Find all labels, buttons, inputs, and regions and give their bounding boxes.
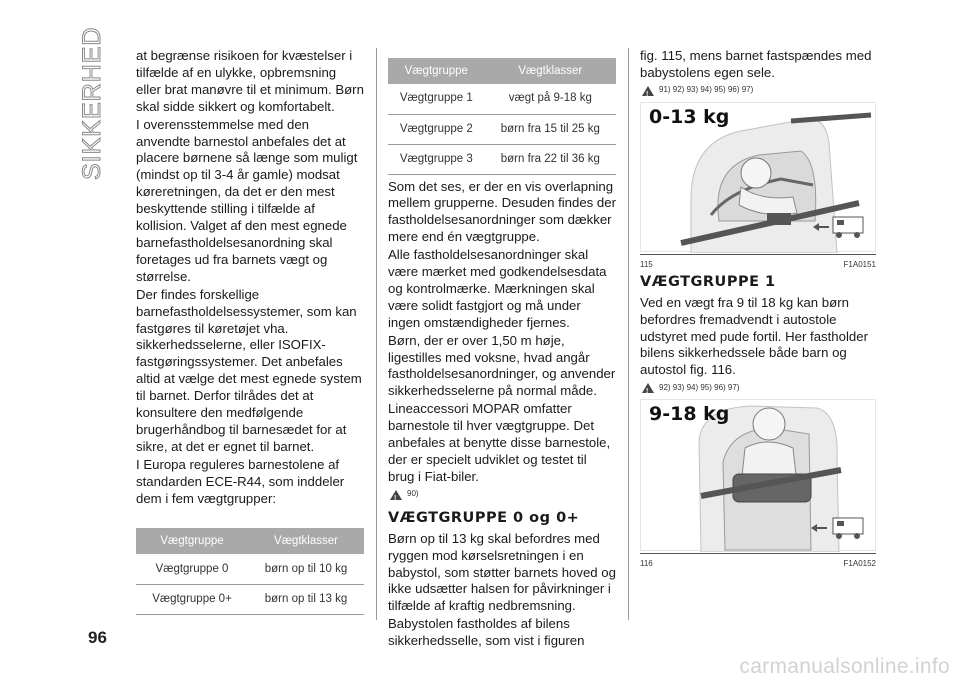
- figure-label: 9-18 kg: [649, 403, 730, 426]
- paragraph: Babystolen fastholdes af bilens sikkerhedsselle, som vist i figuren: [388, 616, 585, 649]
- table-header: Vægtgruppe: [136, 528, 248, 554]
- table-header: Vægtklasser: [485, 58, 616, 84]
- table-row: [388, 114, 616, 144]
- table-cell: Vægtgruppe 0+: [136, 584, 248, 614]
- table-header: Vægtklasser: [248, 528, 364, 554]
- warning-triangle-icon: [642, 383, 654, 393]
- table-cell: vægt på 9-18 kg: [485, 84, 616, 114]
- column-divider: [628, 48, 629, 620]
- table-cell: Vægtgruppe 1: [388, 84, 485, 114]
- warning-reference: [390, 488, 616, 502]
- section-heading: VÆGTGRUPPE 1: [640, 273, 776, 290]
- figure-number: 116: [640, 559, 653, 569]
- column-1: [136, 48, 364, 615]
- van-icon: [833, 217, 863, 238]
- warning-refs: 90): [407, 489, 419, 499]
- table-row: [136, 584, 364, 614]
- warning-refs: 92) 93) 94) 95) 96) 97): [659, 382, 740, 392]
- page-number: 96: [88, 628, 107, 647]
- paragraph: Børn op til 13 kg skal befordres med ryggen mod kørselsretningen i en babystol, som støtter barnets hoved og ikke udsætter halsen for påvirkninger i tilfælde af kraftig nedbremsning.: [388, 530, 616, 614]
- paragraph: I overensstemmelse med den anvendte barnestol anbefales det at placere børnene så længe som muligt (mindst op til 3-4 år gamle) modsat køreretningen, da det er den mest beskyttende stilling i tilfælde af kollision. Valget af den mest egnede barnefastholdelsesanordning skal foretages ud fra barnets vægt og størrelse.: [136, 116, 358, 284]
- paragraph: Alle fastholdelsesanordninger skal være mærket med godkendelsesdata og kontrolmærke. Mærkningen skal være solidt fastgjort og må under ingen omstændigheder fjernes.: [388, 247, 607, 330]
- paragraph: Som det ses, er der en vis overlapning mellem grupperne. Desuden findes der fastholdelsesanordninger som dækker mere end én vægtgruppe.: [388, 178, 616, 245]
- figure-caption: [640, 254, 876, 269]
- table-cell: Vægtgruppe 0: [136, 554, 248, 584]
- section-title: SIKKERHED: [78, 26, 106, 180]
- column-divider: [376, 48, 377, 620]
- warning-reference: [642, 84, 876, 98]
- figure-number: 115: [640, 259, 653, 269]
- figure-code: F1A0151: [843, 259, 876, 269]
- paragraph: I Europa reguleres barnestolene af standarden ECE-R44, som inddeler dem i fem vægtgrupper:: [136, 456, 345, 506]
- table-cell: børn fra 15 til 25 kg: [485, 114, 616, 144]
- column-2: [388, 48, 616, 651]
- paragraph: Børn, der er over 1,50 m høje, ligestilles med voksne, hvad angår fastholdelsesanordninger, og anvender sikkerhedsselerne på normal måde.: [388, 332, 616, 399]
- figure-label: 0-13 kg: [649, 105, 730, 128]
- paragraph: Ved en vægt fra 9 til 18 kg kan børn befordres fremadvendt i autostole udstyret med pude fortil. Her fastholder bilens sikkerhedssele både barn og autostol fig. 116.: [640, 294, 868, 378]
- figure-116: [640, 399, 876, 551]
- van-icon: [833, 518, 863, 539]
- table-cell: Vægtgruppe 2: [388, 114, 485, 144]
- table-cell: børn op til 10 kg: [248, 554, 364, 584]
- warning-refs: 91) 92) 93) 94) 95) 96) 97): [659, 85, 754, 95]
- warning-triangle-icon: [642, 86, 654, 96]
- paragraph: Lineaccessori MOPAR omfatter barnestole til hver vægtgruppe. Det anbefales at benytte disse barnestole, der er specielt udviklet og testet til brug i Fiat-biler.: [388, 401, 611, 484]
- table-row: [388, 144, 616, 174]
- weight-group-table-2: [388, 58, 616, 175]
- table-cell: Vægtgruppe 3: [388, 144, 485, 174]
- warning-reference: [642, 381, 876, 395]
- table-cell: børn op til 13 kg: [248, 584, 364, 614]
- figure-115: [640, 102, 876, 252]
- watermark: carmanualsonline.info: [739, 655, 950, 678]
- figure-code: F1A0152: [843, 559, 876, 569]
- figure-caption: [640, 553, 876, 569]
- table-cell: børn fra 22 til 36 kg: [485, 144, 616, 174]
- warning-triangle-icon: [390, 490, 402, 500]
- paragraph: fig. 115, mens barnet fastspændes med babystolens egen sele.: [640, 48, 872, 80]
- weight-group-table-1: [136, 528, 364, 615]
- paragraph: Der findes forskellige barnefastholdelsessystemer, som kan fastgøres til køretøjet vha. sikkerhedsselerne, eller ISOFIX-fastgøringssystemer. Det anbefales altid at vælge det mest egnede system til barnet. Derfor tilrådes det at konsultere den medfølgende brugerhåndbog til barnesædet for at sikre, at det er egnet til barnet.: [136, 286, 362, 454]
- table-row: [136, 554, 364, 584]
- paragraph: at begrænse risikoen for kvæstelser i tilfælde af en ulykke, opbremsning eller brat manøvre til et minimum. Børn skal sidde sikkert og komfortabelt.: [136, 48, 364, 114]
- table-header: Vægtgruppe: [388, 58, 485, 84]
- table-row: [388, 84, 616, 114]
- section-heading: VÆGTGRUPPE 0 og 0+: [388, 509, 580, 526]
- column-3: [640, 48, 876, 569]
